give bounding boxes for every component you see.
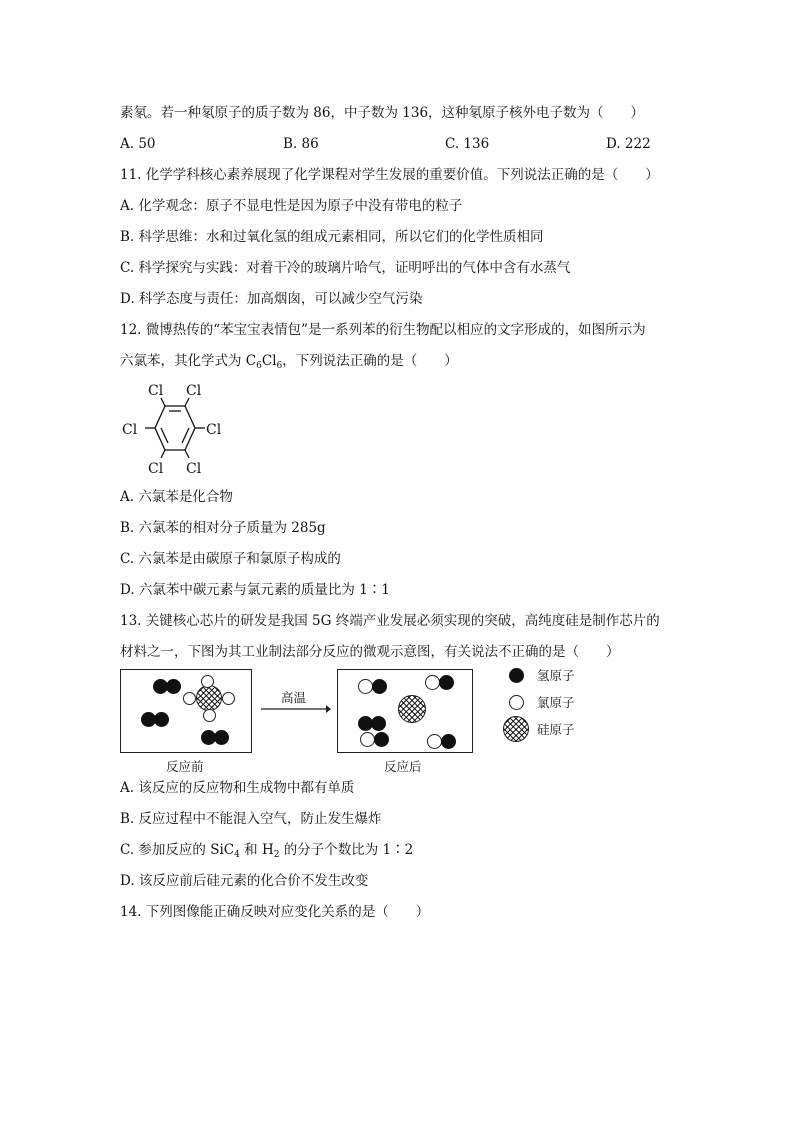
h-atom — [372, 679, 387, 694]
q13-option-a: A. 该反应的反应物和生成物中都有单质 — [120, 780, 355, 796]
after-reaction-box — [337, 669, 473, 753]
q11-option-d: D. 科学态度与责任：加高烟囱，可以减少空气污染 — [120, 291, 423, 307]
cl-atom — [203, 709, 216, 722]
q13-optc-sub1: 4 — [234, 850, 240, 860]
cl-atom — [222, 692, 235, 705]
q12-option-d: D. 六氯苯中碳元素与氯元素的质量比为 1∶1 — [120, 582, 390, 598]
h-atom — [154, 712, 169, 727]
q13-option-b: B. 反应过程中不能混入空气，防止发生爆炸 — [120, 811, 382, 827]
cl-label-bottom-right: Cl — [186, 461, 202, 477]
cl-label-right: Cl — [206, 422, 222, 438]
q12-sub1: 6 — [256, 361, 262, 371]
reaction-arrow — [260, 703, 332, 715]
q12-stem-pre: 六氯苯，其化学式为 C — [120, 353, 257, 369]
cl-atom — [358, 679, 373, 694]
h-atom — [441, 734, 456, 749]
legend-si-icon — [503, 716, 529, 742]
q13-optc-sub2: 2 — [273, 850, 280, 860]
q10-option-d: D. 222 — [606, 136, 651, 152]
legend-cl-icon — [509, 695, 524, 710]
h-atom — [166, 679, 181, 694]
cl-atom — [360, 732, 375, 747]
q13-optc-mid: 和 H — [239, 842, 274, 858]
q12-stem-post: ，下列说法正确的是（ ） — [282, 353, 458, 369]
cl-label-bottom-left: Cl — [148, 461, 164, 477]
legend-si-label: 硅原子 — [537, 722, 575, 737]
si-atom — [398, 695, 426, 723]
before-reaction-box — [120, 669, 252, 753]
hexachlorobenzene-structure — [118, 378, 238, 478]
legend-h-label: 氢原子 — [537, 668, 575, 683]
si-atom — [196, 685, 222, 711]
cl-label-left: Cl — [122, 422, 138, 438]
q11-option-a: A. 化学观念：原子不显电性是因为原子中没有带电的粒子 — [120, 198, 463, 214]
before-caption: 反应前 — [166, 759, 204, 774]
cl-atom — [201, 675, 214, 688]
q11-stem: 11. 化学学科核心素养展现了化学课程对学生发展的重要价值。下列说法正确的是（ ） — [120, 167, 659, 183]
q12-stem-line2 — [120, 351, 458, 376]
q13-stem-line2: 材料之一，下图为其工业制法部分反应的微观示意图，有关说法不正确的是（ ） — [120, 644, 620, 660]
q13-option-c — [120, 840, 413, 865]
q13-stem-line1: 13. 关键核心芯片的研发是我国 5G 终端产业发展必须实现的突破，高纯度硅是制作芯片的 — [120, 613, 660, 629]
q14-stem: 14. 下列图像能正确反映对应变化关系的是（ ） — [120, 904, 430, 920]
h-atom — [214, 730, 229, 745]
q10-option-a: A. 50 — [120, 136, 156, 152]
after-caption: 反应后 — [384, 759, 422, 774]
cl-atom — [183, 692, 196, 705]
h-atom — [371, 716, 386, 731]
h-atom — [439, 675, 454, 690]
q12-sub2: 6 — [276, 361, 283, 371]
q10-option-c: C. 136 — [445, 136, 490, 152]
q12-stem-mid: Cl — [261, 353, 277, 369]
cl-label-top-left: Cl — [148, 383, 164, 399]
cl-atom — [425, 675, 440, 690]
cl-label-top-right: Cl — [186, 383, 202, 399]
q12-option-c: C. 六氯苯是由碳原子和氯原子构成的 — [120, 551, 341, 567]
q10-stem: 素氡。若一种氡原子的质子数为 86，中子数为 136，这种氡原子核外电子数为（ ） — [120, 105, 645, 121]
legend-h-icon — [509, 668, 524, 683]
legend-cl-label: 氯原子 — [537, 695, 575, 710]
reaction-condition: 高温 — [281, 690, 307, 705]
q13-optc-post: 的分子个数比为 1∶2 — [279, 842, 414, 858]
q13-optc-pre: C. 参加反应的 SiC — [120, 842, 235, 858]
q11-option-c: C. 科学探究与实践：对着干冷的玻璃片哈气，证明呼出的气体中含有水蒸气 — [120, 260, 571, 276]
q12-option-b: B. 六氯苯的相对分子质量为 285g — [120, 520, 326, 536]
h-atom — [374, 732, 389, 747]
q10-option-b: B. 86 — [283, 136, 319, 152]
q12-option-a: A. 六氯苯是化合物 — [120, 489, 233, 505]
q13-option-d: D. 该反应前后硅元素的化合价不发生改变 — [120, 873, 369, 889]
cl-atom — [427, 734, 442, 749]
q11-option-b: B. 科学思维：水和过氧化氢的组成元素相同，所以它们的化学性质相同 — [120, 229, 544, 245]
q12-stem-line1: 12. 微博热传的“苯宝宝表情包”是一系列苯的衍生物配以相应的文字形成的，如图所示为 — [120, 322, 646, 338]
